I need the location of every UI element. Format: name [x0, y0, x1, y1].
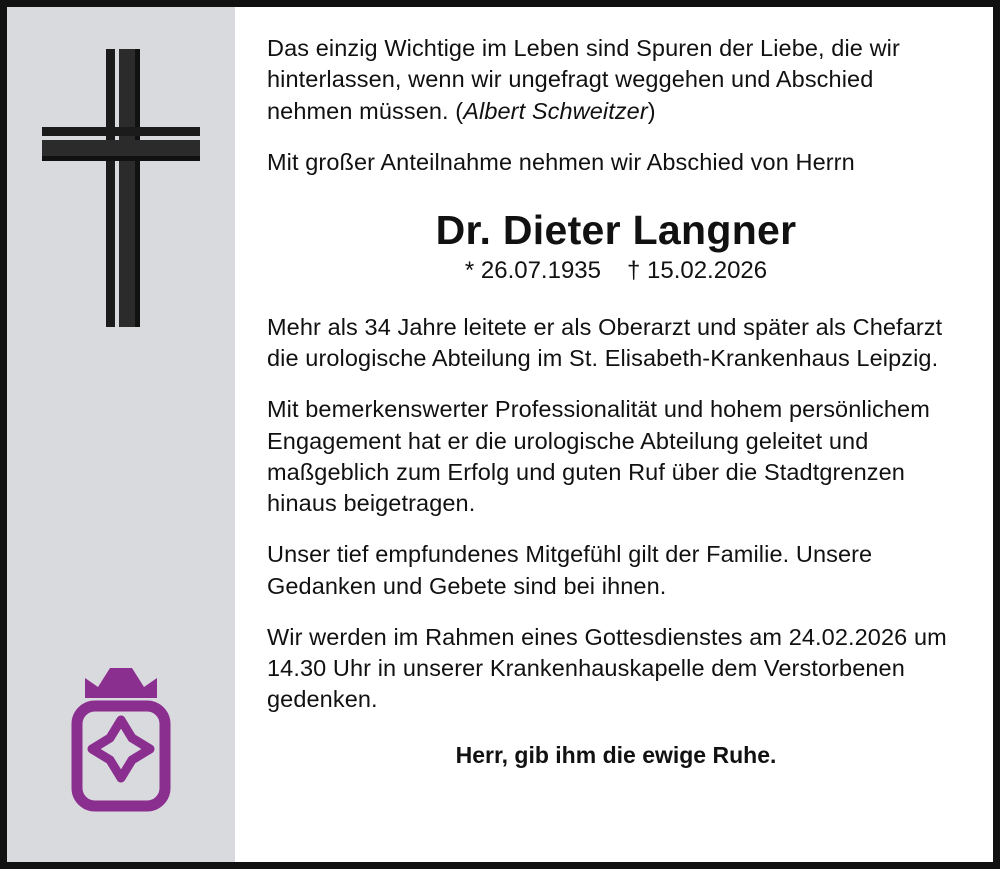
hospital-crown-cross-emblem-icon	[7, 654, 235, 834]
body-paragraph-1: Mehr als 34 Jahre leitete er als Oberarzt und später als Chefarzt die urologische Abteilung im St. Elisabeth-Krankenhaus Leipzig.	[267, 313, 943, 372]
death-date: † 15.02.2026	[626, 257, 768, 285]
birth-date: * 26.07.1935	[464, 257, 601, 285]
quote-close-paren: )	[647, 97, 656, 124]
deceased-name: Dr. Dieter Langner	[435, 207, 797, 253]
quote-author: Albert Schweitzer	[463, 97, 648, 124]
closing-blessing: Herr, gib ihm die ewige Ruhe.	[455, 741, 777, 768]
life-dates	[267, 257, 965, 286]
quote-text: Das einzig Wichtige im Leben sind Spuren der Liebe, die wir hinterlassen, wenn wir ungefragt weggehen und Abschied nehmen müssen. (	[267, 35, 900, 124]
intro-paragraph: Mit großer Anteilnahme nehmen wir Abschied von Herrn	[267, 148, 855, 175]
notice-text-column	[235, 7, 993, 862]
body-paragraph-3: Unser tief empfundenes Mitgefühl gilt der Familie. Unsere Gedanken und Gebete sind bei ihnen.	[267, 541, 873, 599]
body-paragraph-2: Mit bemerkenswerter Professionalität und hohem persönlichem Engagement hat er die urologische Abteilung geleitet und maßgeblich zum Erfolg und guten Ruf über die Stadtgrenzen hinaus beigetragen.	[267, 396, 930, 517]
christian-cross-icon	[7, 43, 235, 333]
body-paragraph-4: Wir werden im Rahmen eines Gottesdienstes am 24.02.2026 um 14.30 Uhr in unserer Krankenhauskapelle dem Verstorbenen gedenken.	[267, 623, 947, 713]
decoration-column	[7, 7, 235, 862]
quote-paragraph	[267, 33, 965, 127]
